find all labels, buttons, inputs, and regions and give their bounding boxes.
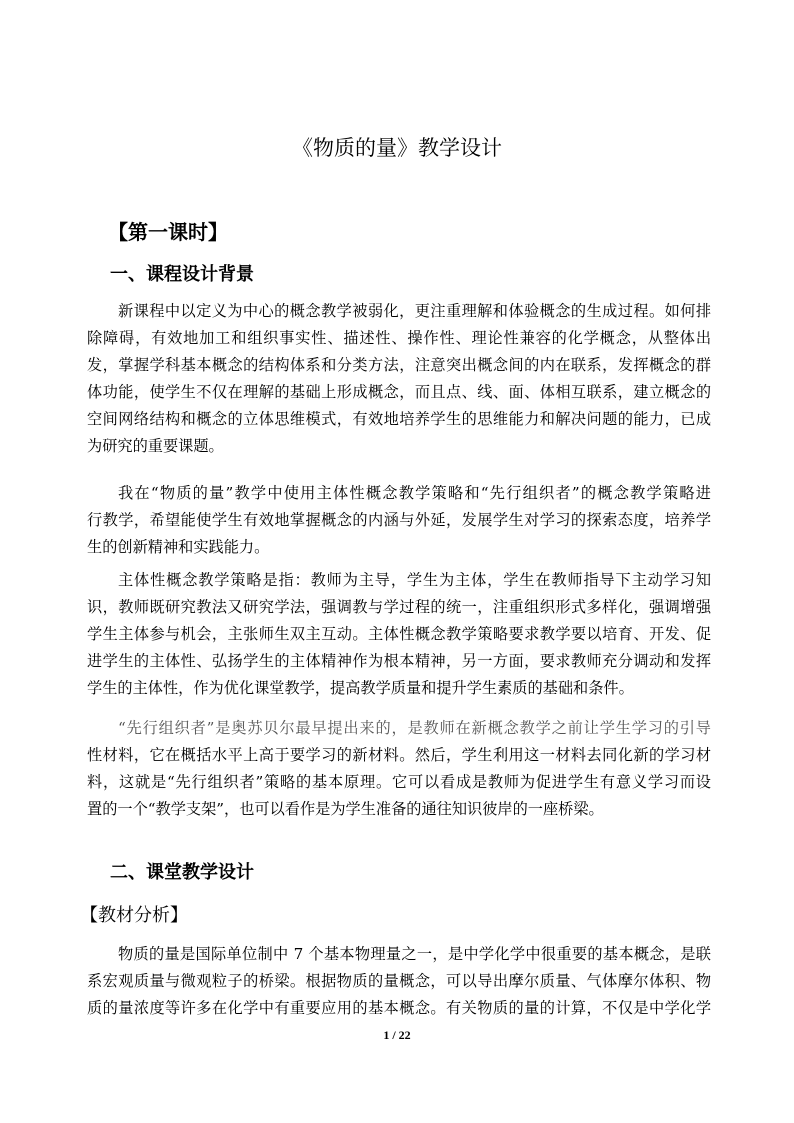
paragraph-line: 质的量浓度等许多在化学中有重要应用的基本概念。有关物质的量的计算，不仅是中学化学 [87, 999, 711, 1017]
paragraph-background-4 [87, 715, 711, 823]
paragraph-line: 学生的主体性，作为优化课堂教学，提高教学质量和提升学生素质的基础和条件。 [87, 679, 634, 697]
paragraph-background-2 [87, 480, 711, 561]
paragraph-line: 性材料，它在概括水平上高于要学习的新材料。然后，学生利用这一材料去同化新的学习材 [87, 746, 711, 764]
paragraph-textbook-analysis [87, 941, 711, 1022]
section-heading-background: 一、课程设计背景 [110, 264, 254, 285]
paragraph-line: 我在“物质的量”教学中使用主体性概念教学策略和“先行组织者”的概念教学策略进 [118, 484, 711, 502]
paragraph-line: 行教学，希望能使学生有效地掌握概念的内涵与外延，发展学生对学习的探索态度，培养学 [87, 511, 711, 529]
paragraph-background-3 [87, 567, 711, 702]
paragraph-line: 发，掌握学科基本概念的结构体系和分类方法，注意突出概念间的内在联系，发挥概念的群 [87, 356, 711, 374]
paragraph-line: 识，教师既研究教法又研究学法，强调教与学过程的统一，注重组织形式多样化，强调增强 [87, 598, 711, 616]
paragraph-line: “先行组织者”是奥苏贝尔最早提出来的，是教师在新概念教学之前让学生学习的引导 [118, 719, 711, 737]
paragraph-line: 为研究的重要课题。 [87, 437, 224, 455]
paragraph-line: 进学生的主体性、弘扬学生的主体精神作为根本精神，另一方面，要求教师充分调动和发挥 [87, 652, 711, 670]
paragraph-line: 系宏观质量与微观粒子的桥梁。根据物质的量概念，可以导出摩尔质量、气体摩尔体积、物 [87, 972, 711, 990]
paragraph-background-1 [87, 298, 711, 460]
paragraph-line: 料，这就是“先行组织者”策略的基本原理。它可以看成是教师为促进学生有意义学习而设 [87, 773, 711, 791]
document-title: 《物质的量》教学设计 [292, 136, 502, 160]
lesson-label: 【第一课时】 [108, 220, 228, 244]
page-number: 1 / 22 [383, 1028, 411, 1042]
paragraph-line: 物质的量是国际单位制中 7 个基本物理量之一，是中学化学中很重要的基本概念，是联 [118, 945, 711, 963]
paragraph-line: 除障碍，有效地加工和组织事实性、描述性、操作性、理论性兼容的化学概念，从整体出 [87, 329, 711, 347]
paragraph-line: 置的一个“教学支架”，也可以看作是为学生准备的通往知识彼岸的一座桥梁。 [87, 800, 604, 818]
paragraph-line: 空间网络结构和概念的立体思维模式，有效地培养学生的思维能力和解决问题的能力，已成 [87, 410, 711, 428]
paragraph-line: 生的创新精神和实践能力。 [87, 538, 270, 556]
paragraph-line: 主体性概念教学策略是指：教师为主导，学生为主体，学生在教师指导下主动学习知 [118, 571, 711, 589]
paragraph-line: 新课程中以定义为中心的概念教学被弱化，更注重理解和体验概念的生成过程。如何排 [118, 302, 711, 320]
subsection-heading-textbook-analysis: 【教材分析】 [80, 905, 188, 926]
paragraph-line: 体功能，使学生不仅在理解的基础上形成概念，而且点、线、面、体相互联系，建立概念的 [87, 383, 711, 401]
section-heading-classroom-design: 二、课堂教学设计 [110, 862, 254, 883]
paragraph-line: 学生主体参与机会，主张师生双主互动。主体性概念教学策略要求教学要以培育、开发、促 [87, 625, 711, 643]
